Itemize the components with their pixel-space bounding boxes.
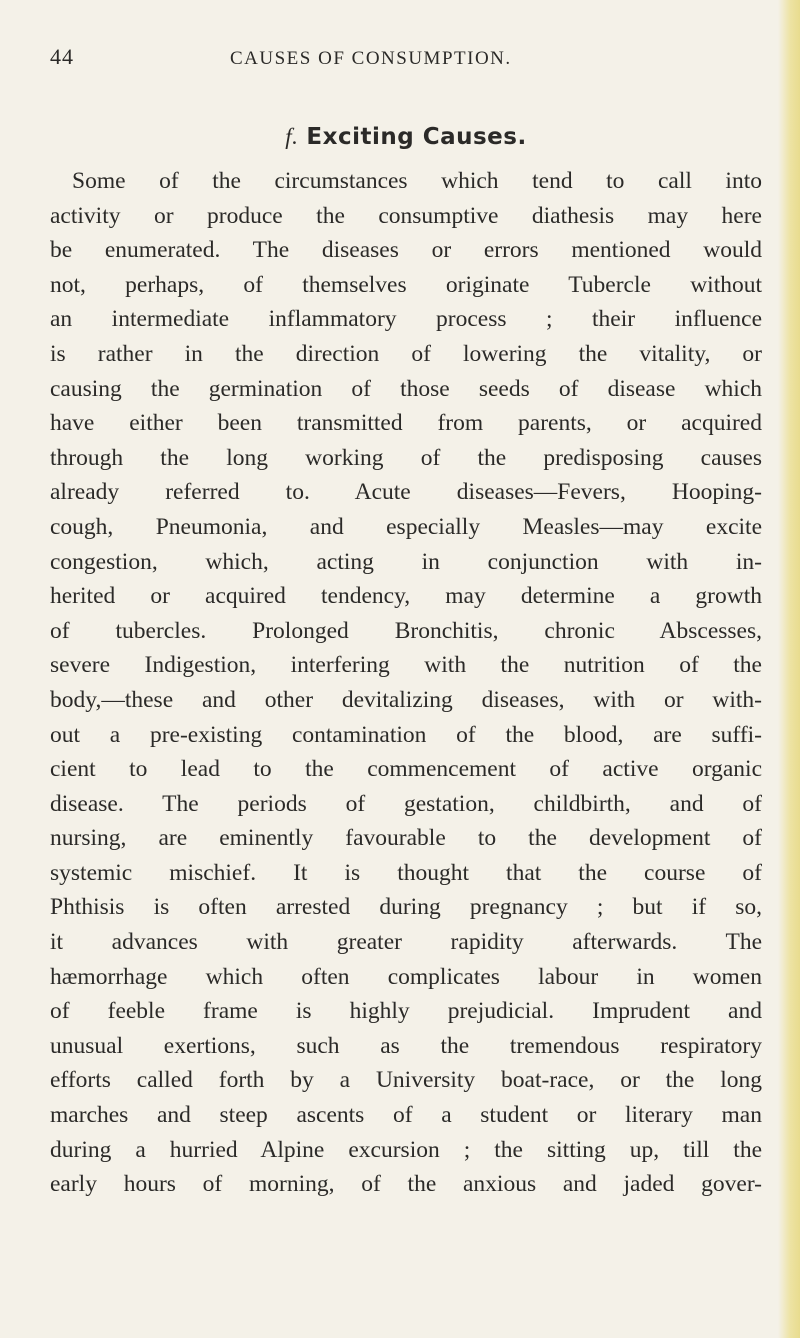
text-line: hæmorrhage which often complicates labour in women bbox=[50, 963, 762, 990]
page-number: 44 bbox=[50, 44, 74, 69]
text-line: efforts called forth by a University boat-race, or the long bbox=[50, 1067, 762, 1094]
text-line: have either been transmitted from parents, or acquired bbox=[50, 410, 762, 437]
text-line: an intermediate inflammatory process ; their influence bbox=[50, 306, 762, 333]
running-head bbox=[50, 44, 762, 84]
text-line: disease. The periods of gestation, childbirth, and of bbox=[50, 790, 762, 817]
text-line: severe Indigestion, interfering with the nutrition of the bbox=[50, 652, 762, 679]
text-line: cough, Pneumonia, and especially Measles—may excite bbox=[50, 513, 762, 540]
text-line: unusual exertions, such as the tremendous respiratory bbox=[50, 1032, 762, 1059]
text-line: of tubercles. Prolonged Bronchitis, chronic Abscesses, bbox=[50, 617, 762, 644]
text-line: cient to lead to the commencement of active organic bbox=[50, 756, 762, 783]
text-line: marches and steep ascents of a student or literary man bbox=[50, 1102, 762, 1129]
text-line: not, perhaps, of themselves originate Tubercle without bbox=[50, 271, 762, 298]
text-line: is rather in the direction of lowering the vitality, or bbox=[50, 340, 762, 367]
text-line: be enumerated. The diseases or errors mentioned would bbox=[50, 237, 762, 264]
section-marker: f. bbox=[285, 124, 299, 149]
text-line: nursing, are eminently favourable to the development of bbox=[50, 825, 762, 852]
text-line: of feeble frame is highly prejudicial. Imprudent and bbox=[50, 998, 762, 1025]
text-line: already referred to. Acute diseases—Fevers, Hooping- bbox=[50, 479, 762, 506]
text-line: herited or acquired tendency, may determine a growth bbox=[50, 583, 762, 610]
text-line: systemic mischief. It is thought that the course of bbox=[50, 859, 762, 886]
text-line: through the long working of the predisposing causes bbox=[50, 444, 762, 471]
text-line: congestion, which, acting in conjunction with in- bbox=[50, 548, 762, 575]
text-line: Some of the circumstances which tend to call into bbox=[72, 168, 762, 194]
book-page bbox=[50, 44, 762, 1202]
text-line: activity or produce the consumptive diathesis may here bbox=[50, 202, 762, 229]
text-line: it advances with greater rapidity afterwards. The bbox=[50, 929, 762, 956]
section-heading-text: Exciting Causes. bbox=[306, 124, 527, 150]
running-head-title: CAUSES OF CONSUMPTION. bbox=[230, 48, 512, 69]
text-line: early hours of morning, of the anxious and jaded gover- bbox=[50, 1171, 762, 1198]
section-heading bbox=[50, 124, 762, 150]
page-edge-shadow bbox=[778, 0, 800, 1338]
text-line: body,—these and other devitalizing diseases, with or with- bbox=[50, 686, 762, 713]
body-paragraph bbox=[50, 164, 762, 1202]
text-line: Phthisis is often arrested during pregnancy ; but if so, bbox=[50, 894, 762, 921]
text-line: during a hurried Alpine excursion ; the sitting up, till the bbox=[50, 1136, 762, 1163]
text-line: causing the germination of those seeds of disease which bbox=[50, 375, 762, 402]
text-line: out a pre-existing contamination of the blood, are suffi- bbox=[50, 721, 762, 748]
